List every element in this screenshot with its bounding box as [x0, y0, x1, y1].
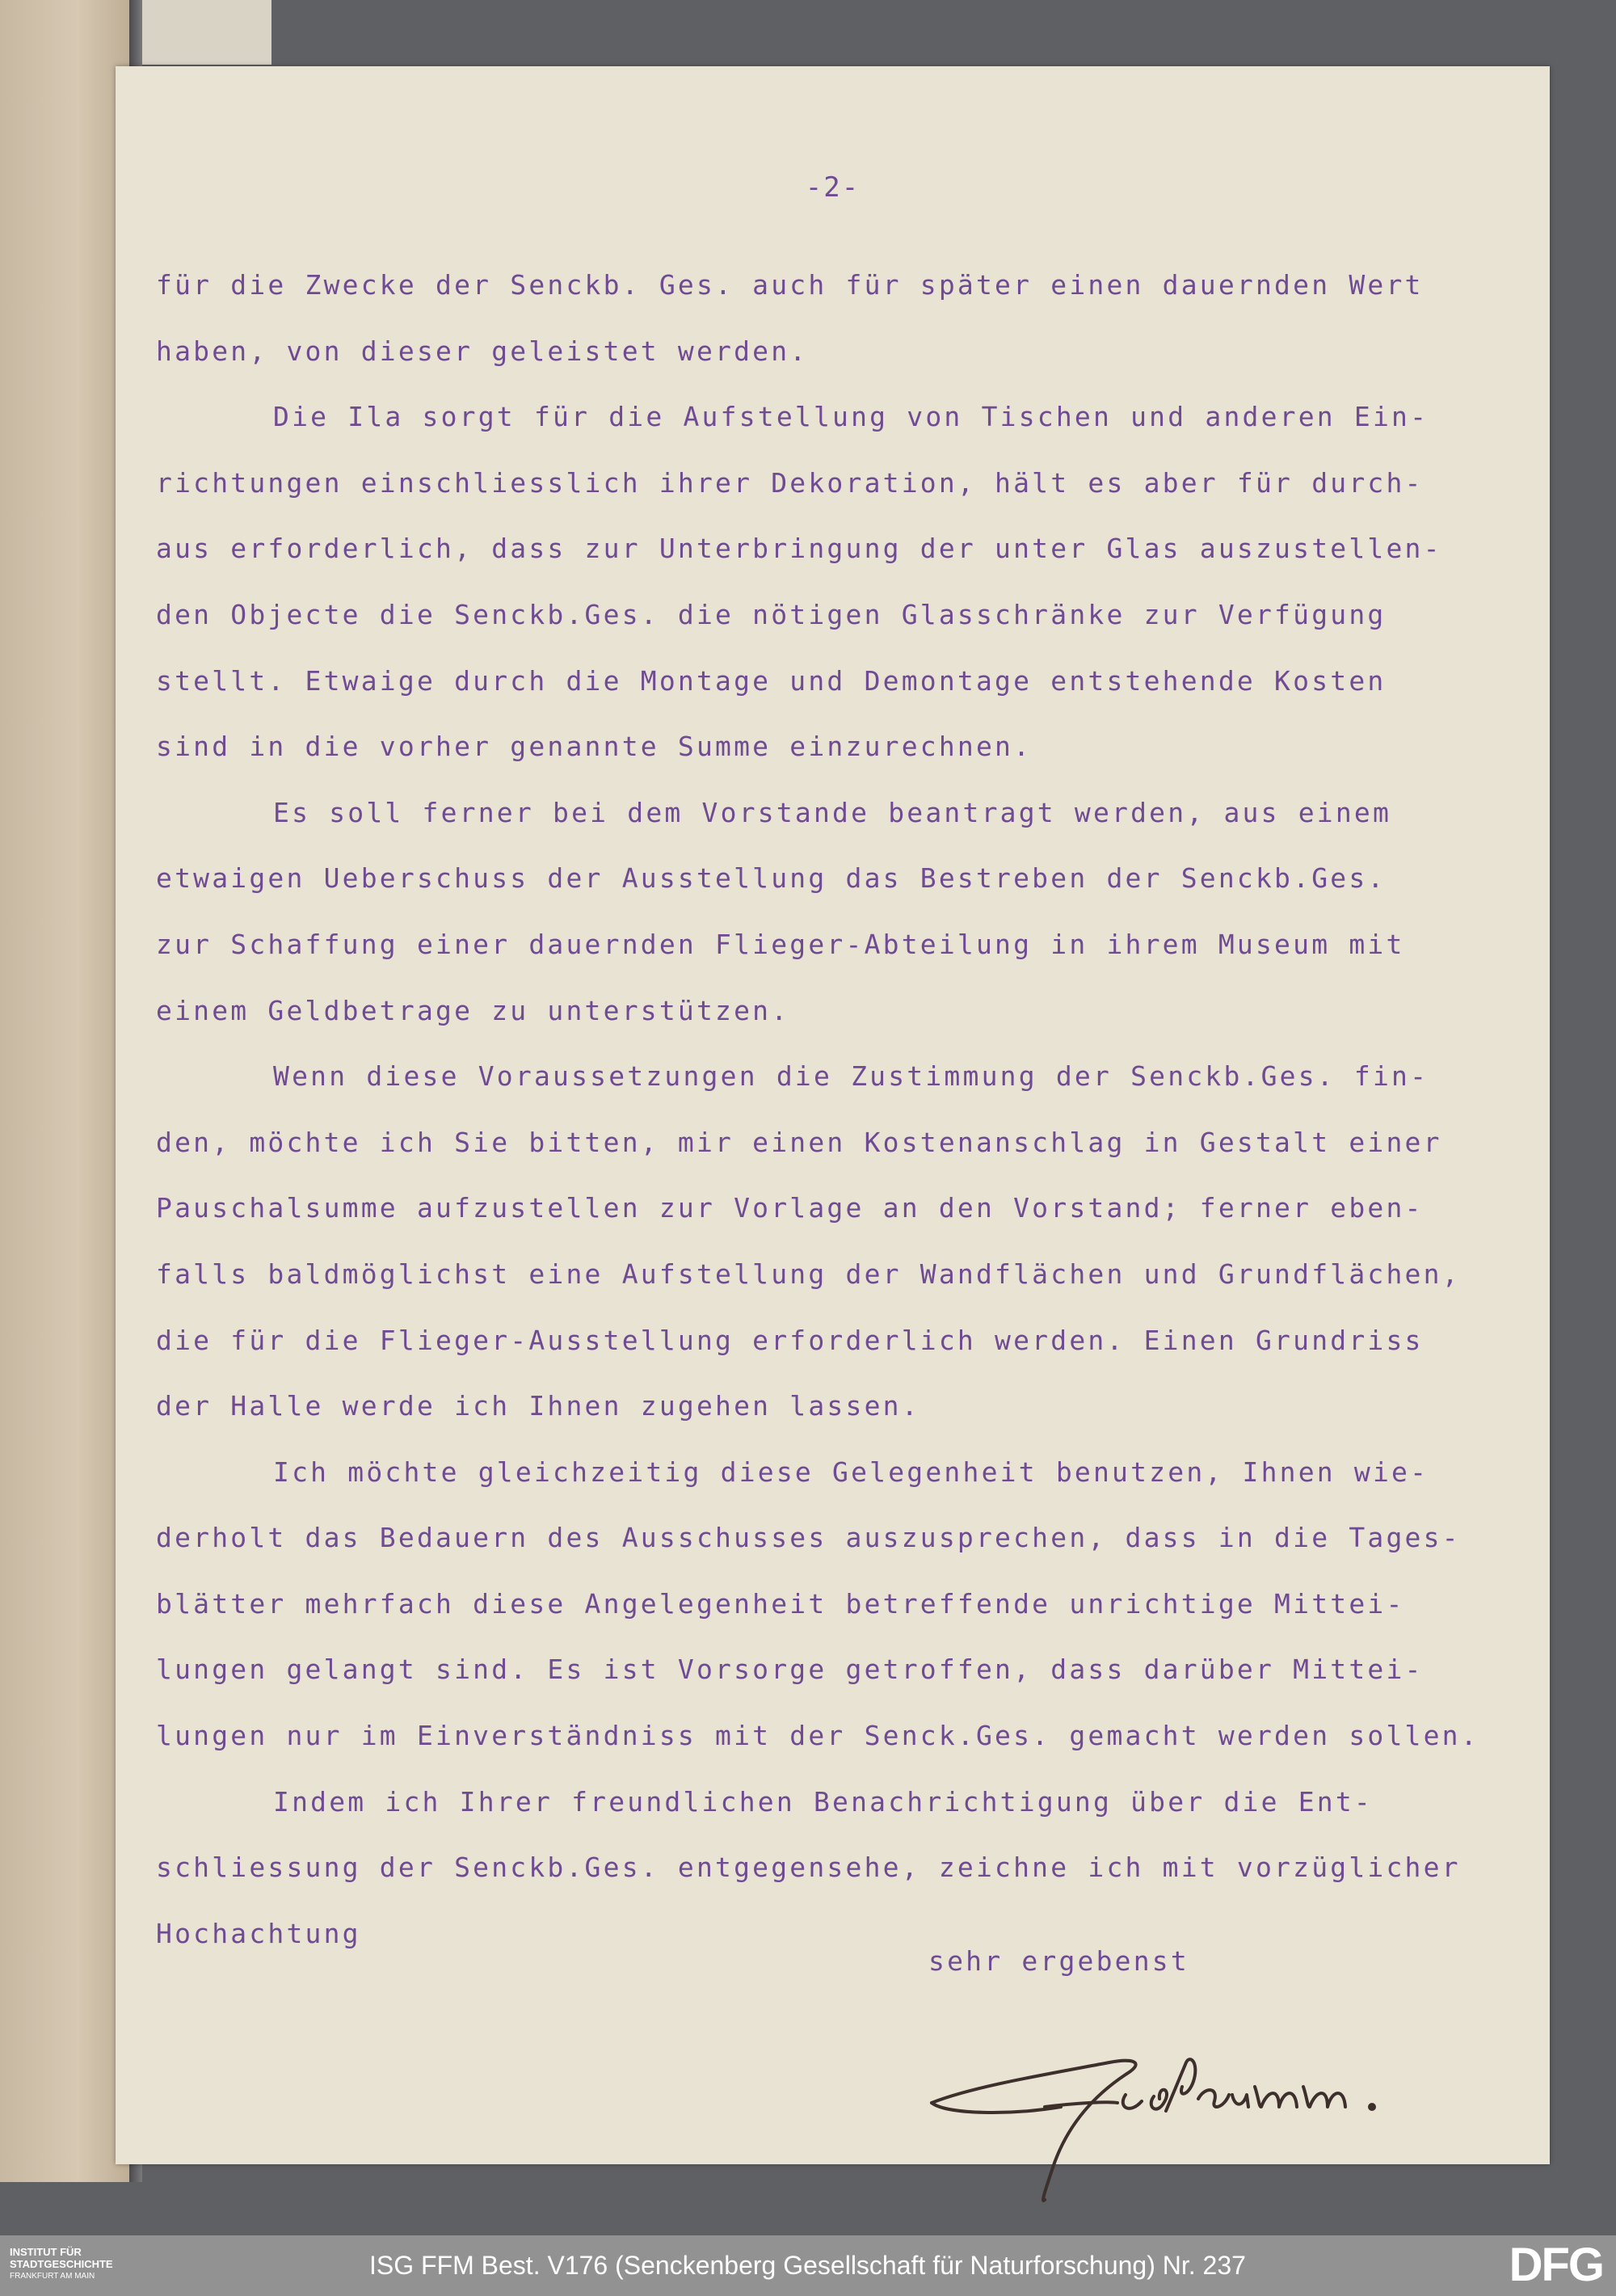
letter-line: sind in die vorher genannte Summe einzurechnen. [156, 731, 1033, 763]
letter-line: Es soll ferner bei dem Vorstande beantragt werden, aus einem [273, 796, 1392, 828]
archive-reference: ISG FFM Best. V176 (Senckenberg Gesellschaft für Naturforschung) Nr. 237 [369, 2251, 1246, 2280]
letter-line: Ich möchte gleichzeitig diese Gelegenheit benutzen, Ihnen wie- [273, 1456, 1429, 1488]
dfg-logo: DFG [1509, 2239, 1603, 2291]
letter-line: Die Ila sorgt für die Aufstellung von Tischen und anderen Ein- [273, 401, 1429, 433]
institute-label [10, 2246, 147, 2282]
letter-line: den Objecte die Senckb.Ges. die nötigen Glasschränke zur Verfügung [156, 598, 1387, 630]
archive-footer [0, 2235, 1616, 2296]
letter-line: richtungen einschliesslich ihrer Dekoration, hält es aber für durch- [156, 466, 1424, 499]
letter-line: Hochachtung [156, 1917, 361, 1949]
letter-line: Wenn diese Voraussetzungen die Zustimmung der Senckb.Ges. fin- [273, 1060, 1429, 1093]
handwritten-signature [924, 2006, 1441, 2208]
letter-body [156, 252, 1530, 1966]
letter-line: lungen nur im Einverständniss mit der Senck.Ges. gemacht werden sollen. [156, 1720, 1479, 1752]
binder-top-paper [142, 0, 271, 65]
letter-line: für die Zwecke der Senckb. Ges. auch für später einen dauernden Wert [156, 269, 1424, 301]
page-number: -2- [805, 171, 861, 204]
institute-line-2: STADTGESCHICHTE [10, 2258, 113, 2270]
letter-line: den, möchte ich Sie bitten, mir einen Kostenanschlag in Gestalt einer [156, 1126, 1442, 1158]
letter-line: Pauschalsumme aufzustellen zur Vorlage an den Vorstand; ferner eben- [156, 1192, 1424, 1224]
letter-line: haben, von dieser geleistet werden. [156, 335, 809, 367]
letter-line: einem Geldbetrage zu unterstützen. [156, 994, 790, 1026]
letter-line: derholt das Bedauern des Ausschusses auszusprechen, dass in die Tages- [156, 1522, 1461, 1554]
letter-line: der Halle werde ich Ihnen zugehen lassen. [156, 1390, 920, 1422]
letter-line: aus erforderlich, dass zur Unterbringung der unter Glas auszustellen- [156, 533, 1442, 565]
letter-line: stellt. Etwaige durch die Montage und Demontage entstehende Kosten [156, 664, 1387, 697]
letter-line: lungen gelangt sind. Es ist Vorsorge getroffen, dass darüber Mittei- [156, 1654, 1424, 1686]
letter-line: falls baldmöglichst eine Aufstellung der Wandflächen und Grundflächen, [156, 1258, 1461, 1290]
letter-line: schliessung der Senckb.Ges. entgegensehe, zeichne ich mit vorzüglicher [156, 1852, 1461, 1884]
binder-cover [0, 0, 129, 2182]
closing-phrase: sehr ergebenst [928, 1945, 1189, 1977]
letter-line: die für die Flieger-Ausstellung erforderlich werden. Einen Grundriss [156, 1324, 1424, 1356]
institute-line-3: FRANKFURT AM MAIN [10, 2272, 95, 2281]
letter-line: blätter mehrfach diese Angelegenheit betreffende unrichtige Mittei- [156, 1587, 1405, 1620]
letter-line: zur Schaffung einer dauernden Flieger-Abteilung in ihrem Museum mit [156, 928, 1405, 960]
institute-line-1: INSTITUT FÜR [10, 2246, 82, 2258]
document-page [116, 66, 1550, 2164]
letter-line: Indem ich Ihrer freundlichen Benachrichtigung über die Ent- [273, 1785, 1373, 1818]
letter-line: etwaigen Ueberschuss der Ausstellung das Bestreben der Senckb.Ges. [156, 862, 1387, 895]
